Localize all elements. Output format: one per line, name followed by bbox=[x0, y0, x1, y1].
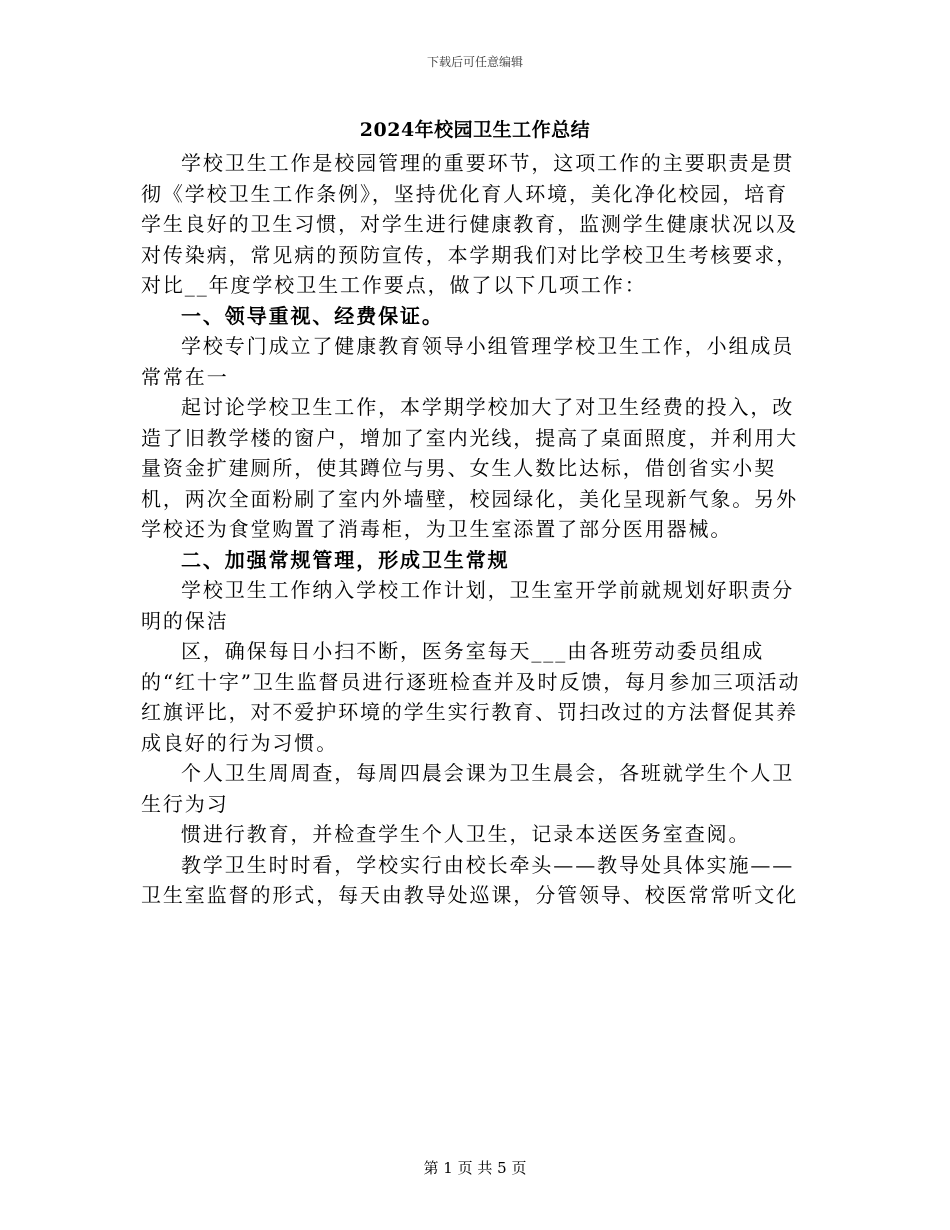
document-body bbox=[141, 148, 803, 911]
paragraph: 学校卫生工作纳入学校工作计划，卫生室开学前就规划好职责分明的保洁 bbox=[141, 578, 795, 633]
paragraph: 区，确保每日小扫不断，医务室每天___由各班劳动委员组成的“红十字”卫生监督员进行逐班检查并及时反馈，每月参加三项活动红旗评比，对不爱护环境的学生实行教育、罚扫改过的方法督促其养成良好的行为习惯。 bbox=[141, 639, 801, 755]
paragraph: 起讨论学校卫生工作，本学期学校加大了对卫生经费的投入，改造了旧教学楼的窗户，增加了室内光线，提高了桌面照度，并利用大量资金扩建厕所，使其蹲位与男、女生人数比达标，借创省实小契机，两次全面粉刷了室内外墙壁，校园绿化，美化呈现新气象。另外学校还为食堂购置了消毒柜，为卫生室添置了部分医用器械。 bbox=[141, 395, 798, 541]
paragraph: 教学卫生时时看，学校实行由校长牵头——教导处具体实施——卫生室监督的形式，每天由教导处巡课，分管领导、校医常常听文化 bbox=[141, 852, 798, 907]
page-number: 第 1 页 共 5 页 bbox=[423, 1159, 527, 1177]
section-heading-2: 二、加强常规管理，形成卫生常规 bbox=[181, 547, 510, 572]
paragraph: 个人卫生周周查，每周四晨会课为卫生晨会，各班就学生个人卫生行为习 bbox=[141, 761, 795, 816]
document-title: 2024年校园卫生工作总结 bbox=[359, 119, 591, 141]
paragraph-intro: 学校卫生工作是校园管理的重要环节，这项工作的主要职责是贯彻《学校卫生工作条例》，坚持优化育人环境，美化净化校园，培育学生良好的卫生习惯，对学生进行健康教育，监测学生健康状况以及对传染病，常见病的预防宣传，本学期我们对比学校卫生考核要求，对比__年度学校卫生工作要点，做了以下几项工作： bbox=[141, 151, 798, 297]
paragraph: 学校专门成立了健康教育领导小组管理学校卫生工作，小组成员常常在一 bbox=[141, 334, 795, 389]
header-note: 下载后可任意编辑 bbox=[426, 55, 523, 69]
paragraph: 惯进行教育，并检查学生个人卫生，记录本送医务室查阅。 bbox=[181, 822, 751, 846]
section-heading-1: 一、领导重视、经费保证。 bbox=[181, 303, 444, 328]
